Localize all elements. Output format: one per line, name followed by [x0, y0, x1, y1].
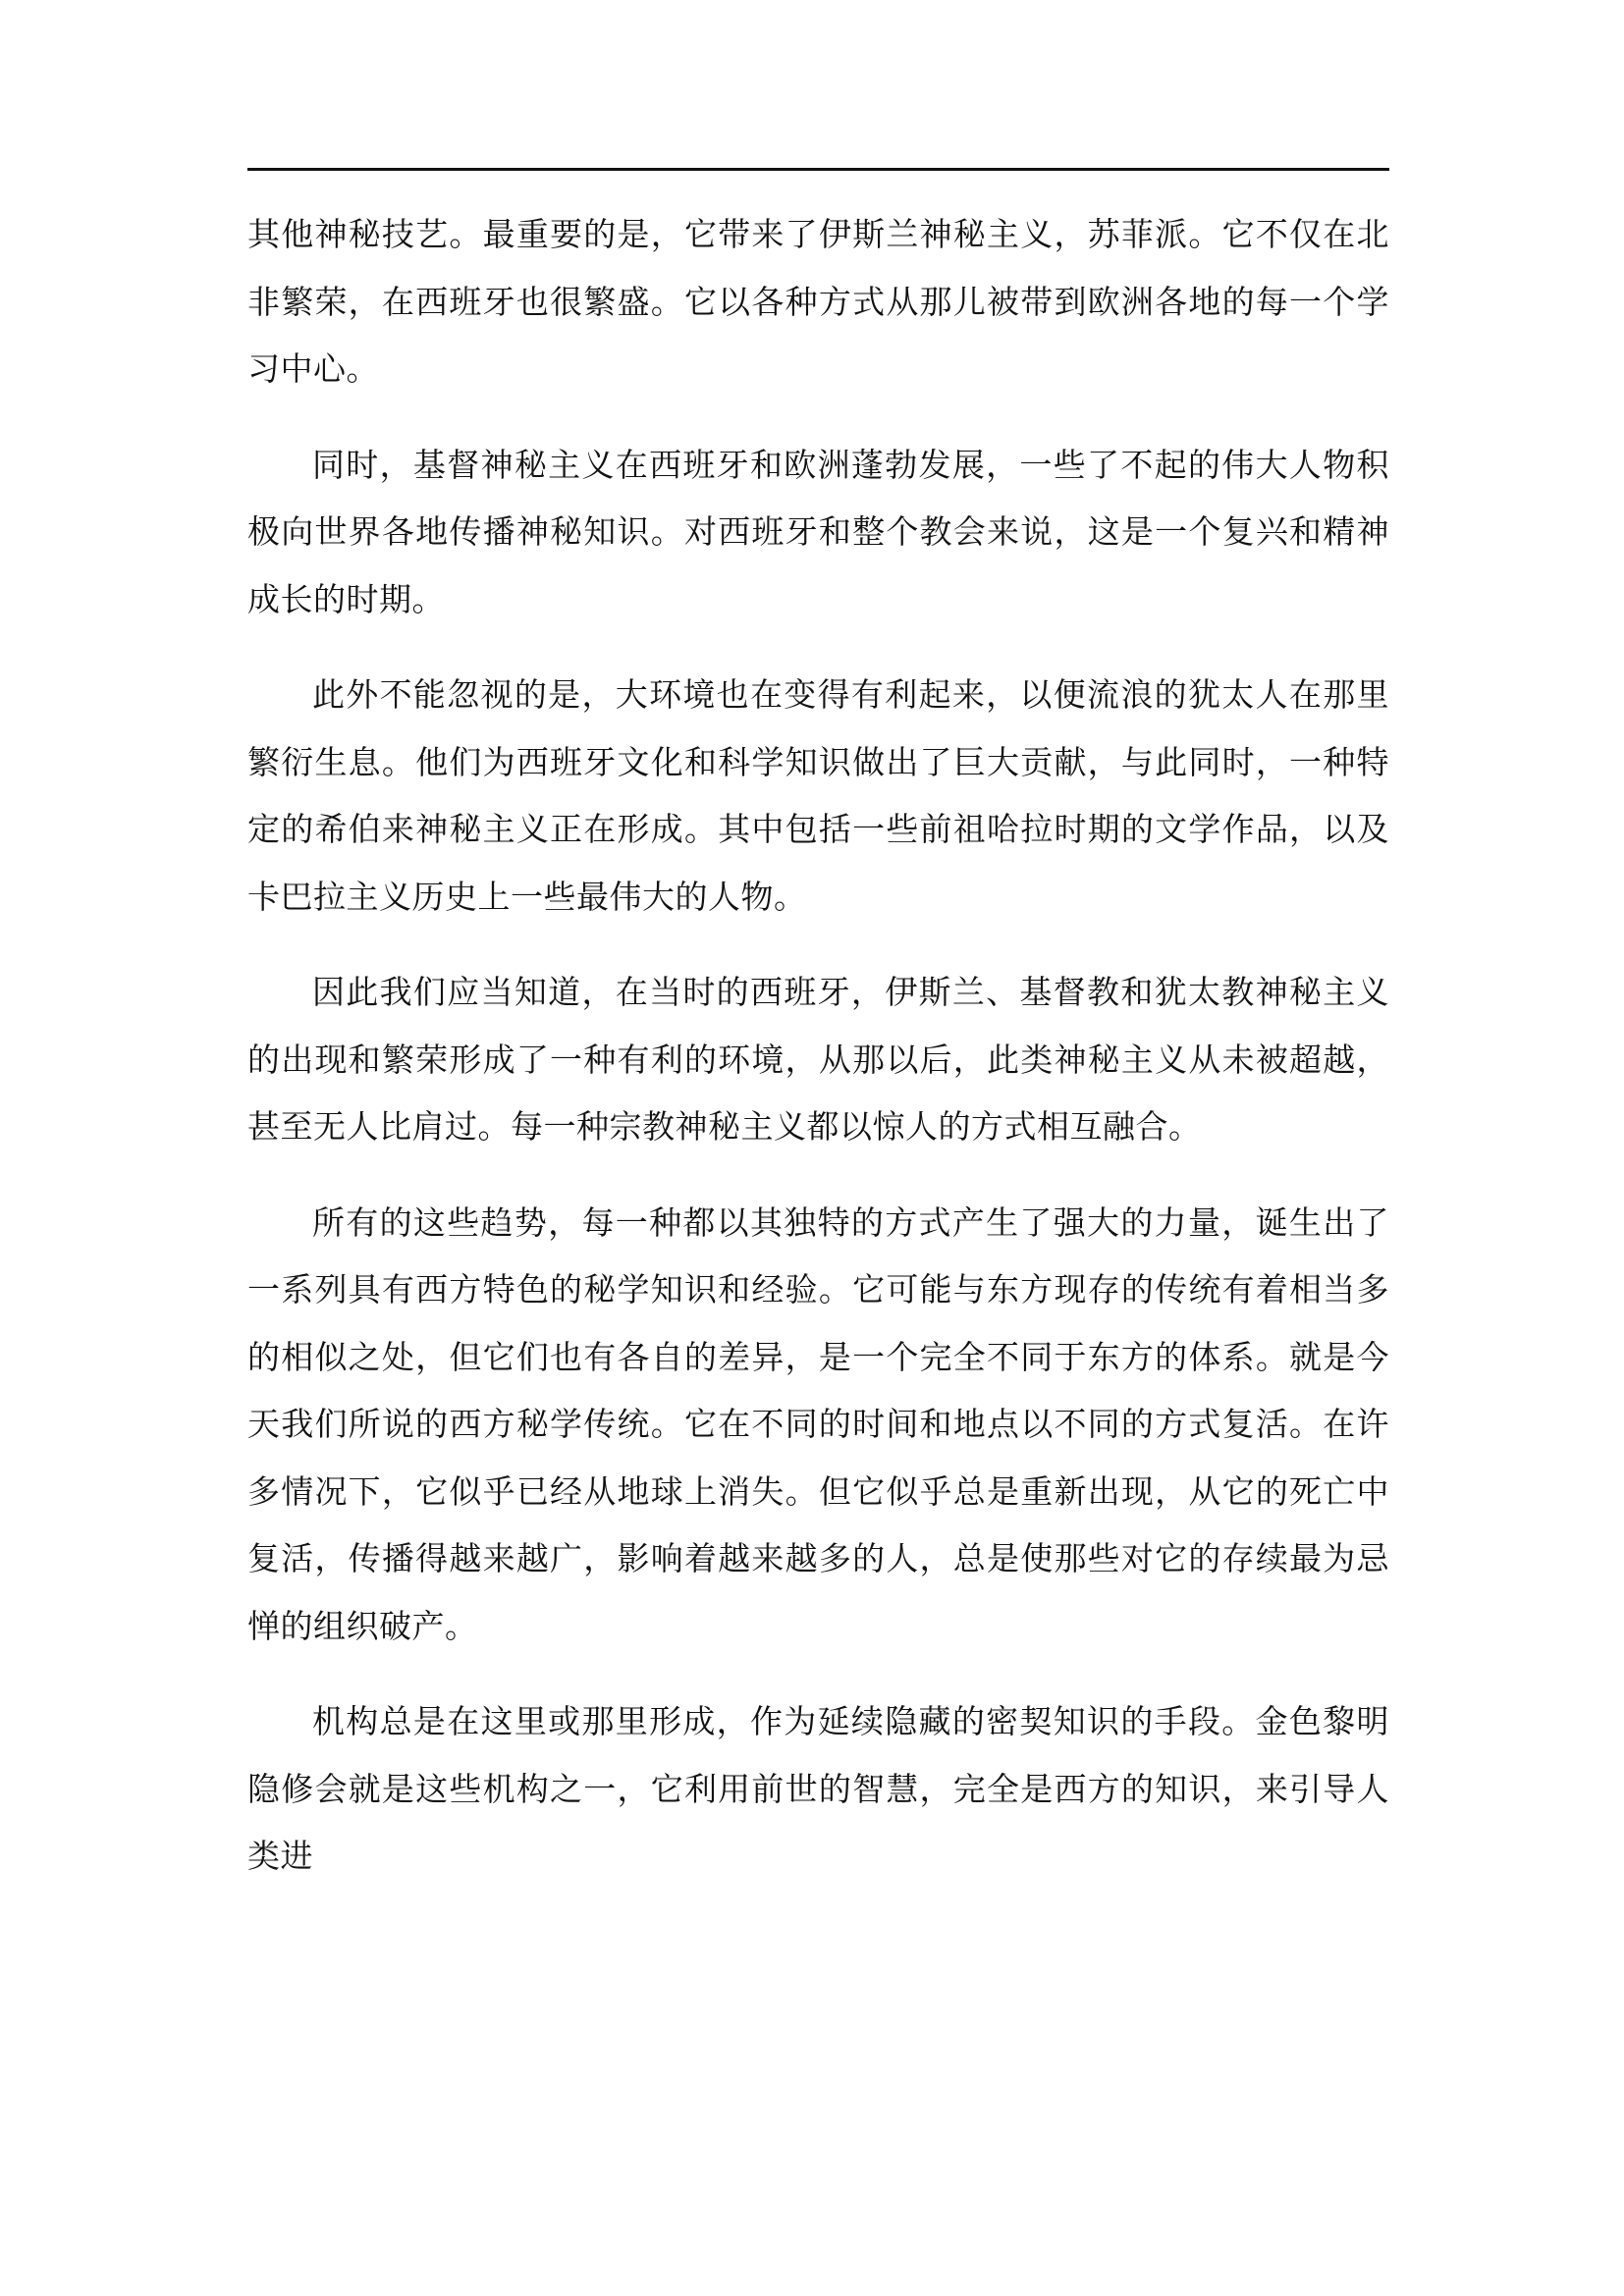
header-rule [247, 168, 1389, 171]
paragraph-4: 因此我们应当知道，在当时的西班牙，伊斯兰、基督教和犹太教神秘主义的出现和繁荣形成了一种有利的环境，从那以后，此类神秘主义从未被超越，甚至无人比肩过。每一种宗教神秘主义都以惊人的方式相互融合。 [247, 973, 1389, 1146]
paragraph-2: 同时，基督神秘主义在西班牙和欧洲蓬勃发展，一些了不起的伟大人物积极向世界各地传播神秘知识。对西班牙和整个教会来说，这是一个复兴和精神成长的时期。 [247, 445, 1389, 618]
paragraph-5: 所有的这些趋势，每一种都以其独特的方式产生了强大的力量，诞生出了一系列具有西方特色的秘学知识和经验。它可能与东方现存的传统有着相当多的相似之处，但它们也有各自的差异，是一个完全不同于东方的体系。就是今天我们所说的西方秘学传统。它在不同的时间和地点以不同的方式复活。在许多情况下，它似乎已经从地球上消失。但它似乎总是重新出现，从它的死亡中复活，传播得越来越广，影响着越来越多的人，总是使那些对它的存续最为忌惮的组织破产。 [247, 1202, 1389, 1645]
paragraph-3: 此外不能忽视的是，大环境也在变得有利起来，以便流浪的犹太人在那里繁衍生息。他们为西班牙文化和科学知识做出了巨大贡献，与此同时，一种特定的希伯来神秘主义正在形成。其中包括一些前祖哈拉时期的文学作品，以及卡巴拉主义历史上一些最伟大的人物。 [247, 675, 1389, 916]
paragraph-1: 其他神秘技艺。最重要的是，它带来了伊斯兰神秘主义，苏菲派。它不仅在北非繁荣，在西班牙也很繁盛。它以各种方式从那儿被带到欧洲各地的每一个学习中心。 [247, 215, 1389, 388]
paragraph-6: 机构总是在这里或那里形成，作为延续隐藏的密契知识的手段。金色黎明隐修会就是这些机构之一，它利用前世的智慧，完全是西方的知识，来引导人类进 [247, 1702, 1389, 1875]
page-body [247, 201, 1389, 1919]
